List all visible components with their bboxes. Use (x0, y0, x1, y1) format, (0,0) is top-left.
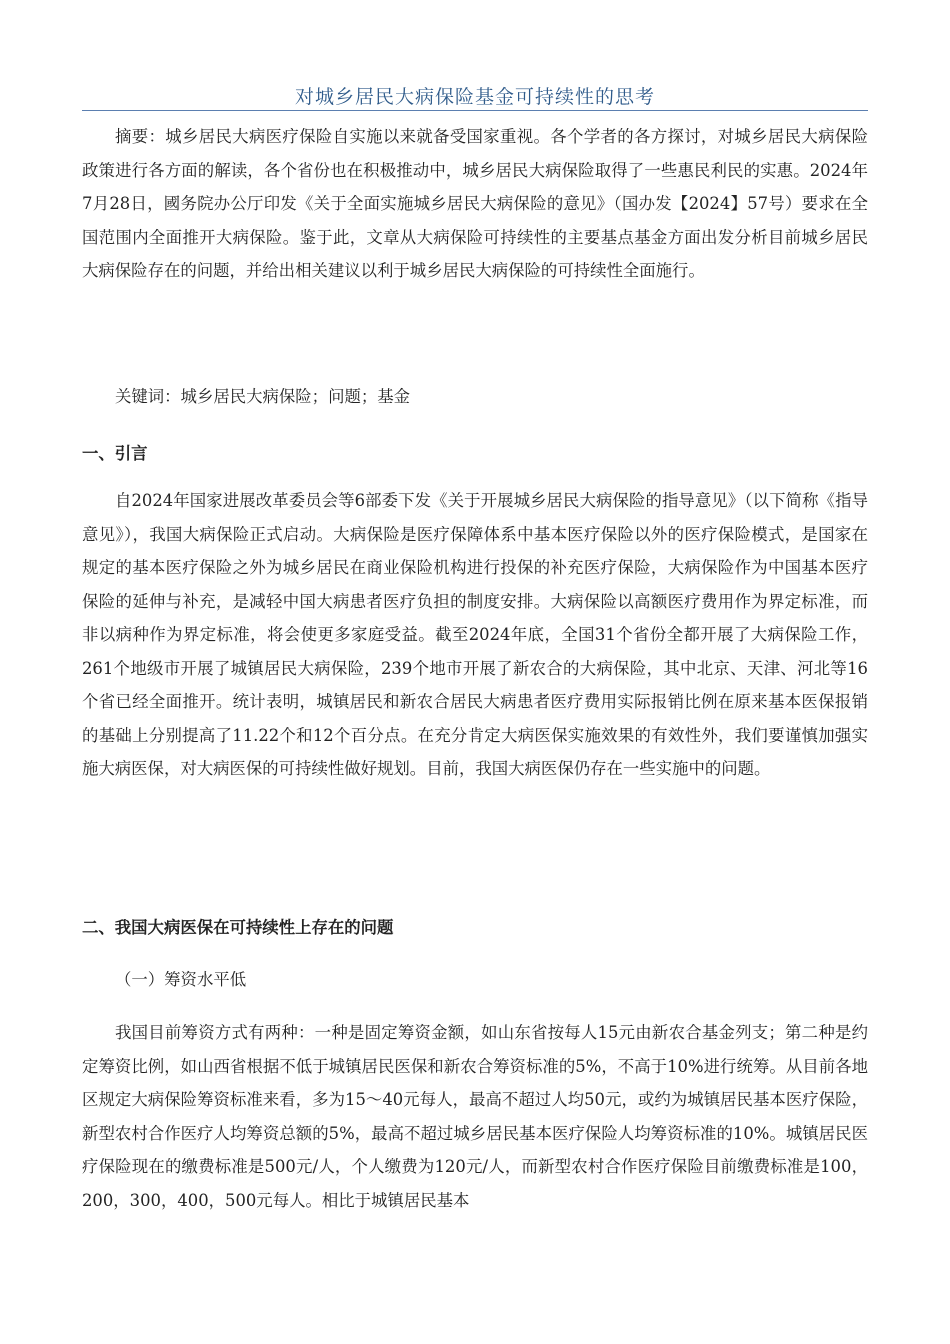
introduction-paragraph: 自2024年国家进展改革委员会等6部委下发《关于开展城乡居民大病保险的指导意见》（以下简称《指导意见》），我国大病保险正式启动。大病保险是医疗保障体系中基本医疗保险以外的医疗保险模式，是国家在规定的基本医疗保险之外为城乡居民在商业保险机构进行投保的补充医疗保险，大病保险作为中国基本医疗保险的延伸与补充，是减轻中国大病患者医疗负担的制度安排。大病保险以高额医疗费用作为界定标准，而非以病种作为界定标准，将会使更多家庭受益。截至2024年底，全国31个省份全都开展了大病保险工作，261个地级市开展了城镇居民大病保险，239个地市开展了新农合的大病保险，其中北京、天津、河北等16个省已经全面推开。统计表明，城镇居民和新农合居民大病患者医疗费用实际报销比例在原来基本医保报销的基础上分别提高了11.22个和12个百分点。在充分肯定大病医保实施效果的有效性外，我们要谨慎加强实施大病医保，对大病医保的可持续性做好规划。目前，我国大病医保仍存在一些实施中的问题。 (82, 491, 868, 778)
title-underline (82, 110, 868, 111)
section-heading-problems: 二、我国大病医保在可持续性上存在的问题 (82, 918, 394, 937)
abstract-paragraph: 摘要：城乡居民大病医疗保险自实施以来就备受国家重视。各个学者的各方探讨，对城乡居民大病保险政策进行各方面的解读，各个省份也在积极推动中，城乡居民大病保险取得了一些惠民利民的实惠。2024年7月28日，國务院办公厅印发《关于全面实施城乡居民大病保险的意见》（国办发【2024】57号）要求在全国范围内全面推开大病保险。鉴于此，文章从大病保险可持续性的主要基点基金方面出发分析目前城乡居民大病保险存在的问题，并给出相关建议以利于城乡居民大病保险的可持续性全面施行。 (82, 127, 868, 280)
subsection-heading-funding: （一）筹资水平低 (115, 970, 247, 989)
document-title: 对城乡居民大病保险基金可持续性的思考 (294, 86, 655, 108)
section-heading-introduction: 一、引言 (82, 444, 148, 463)
funding-paragraph: 我国目前筹资方式有两种：一种是固定筹资金额，如山东省按每人15元由新农合基金列支；第二种是约定筹资比例，如山西省根据不低于城镇居民医保和新农合筹资标准的5%，不高于10%进行统筹。从目前各地区规定大病保险筹资标准来看，多为15～40元每人，最高不超过人均50元，或约为城镇居民基本医疗保险，新型农村合作医疗人均筹资总额的5%，最高不超过城乡居民基本医疗保险人均筹资标准的10%。城镇居民医疗保险现在的缴费标准是500元/人，个人缴费为120元/人，而新型农村合作医疗保险目前缴费标准是100，200，300，400，500元每人。相比于城镇居民基本 (82, 1023, 868, 1210)
keywords-line: 关键词：城乡居民大病保险；问题；基金 (115, 387, 411, 406)
